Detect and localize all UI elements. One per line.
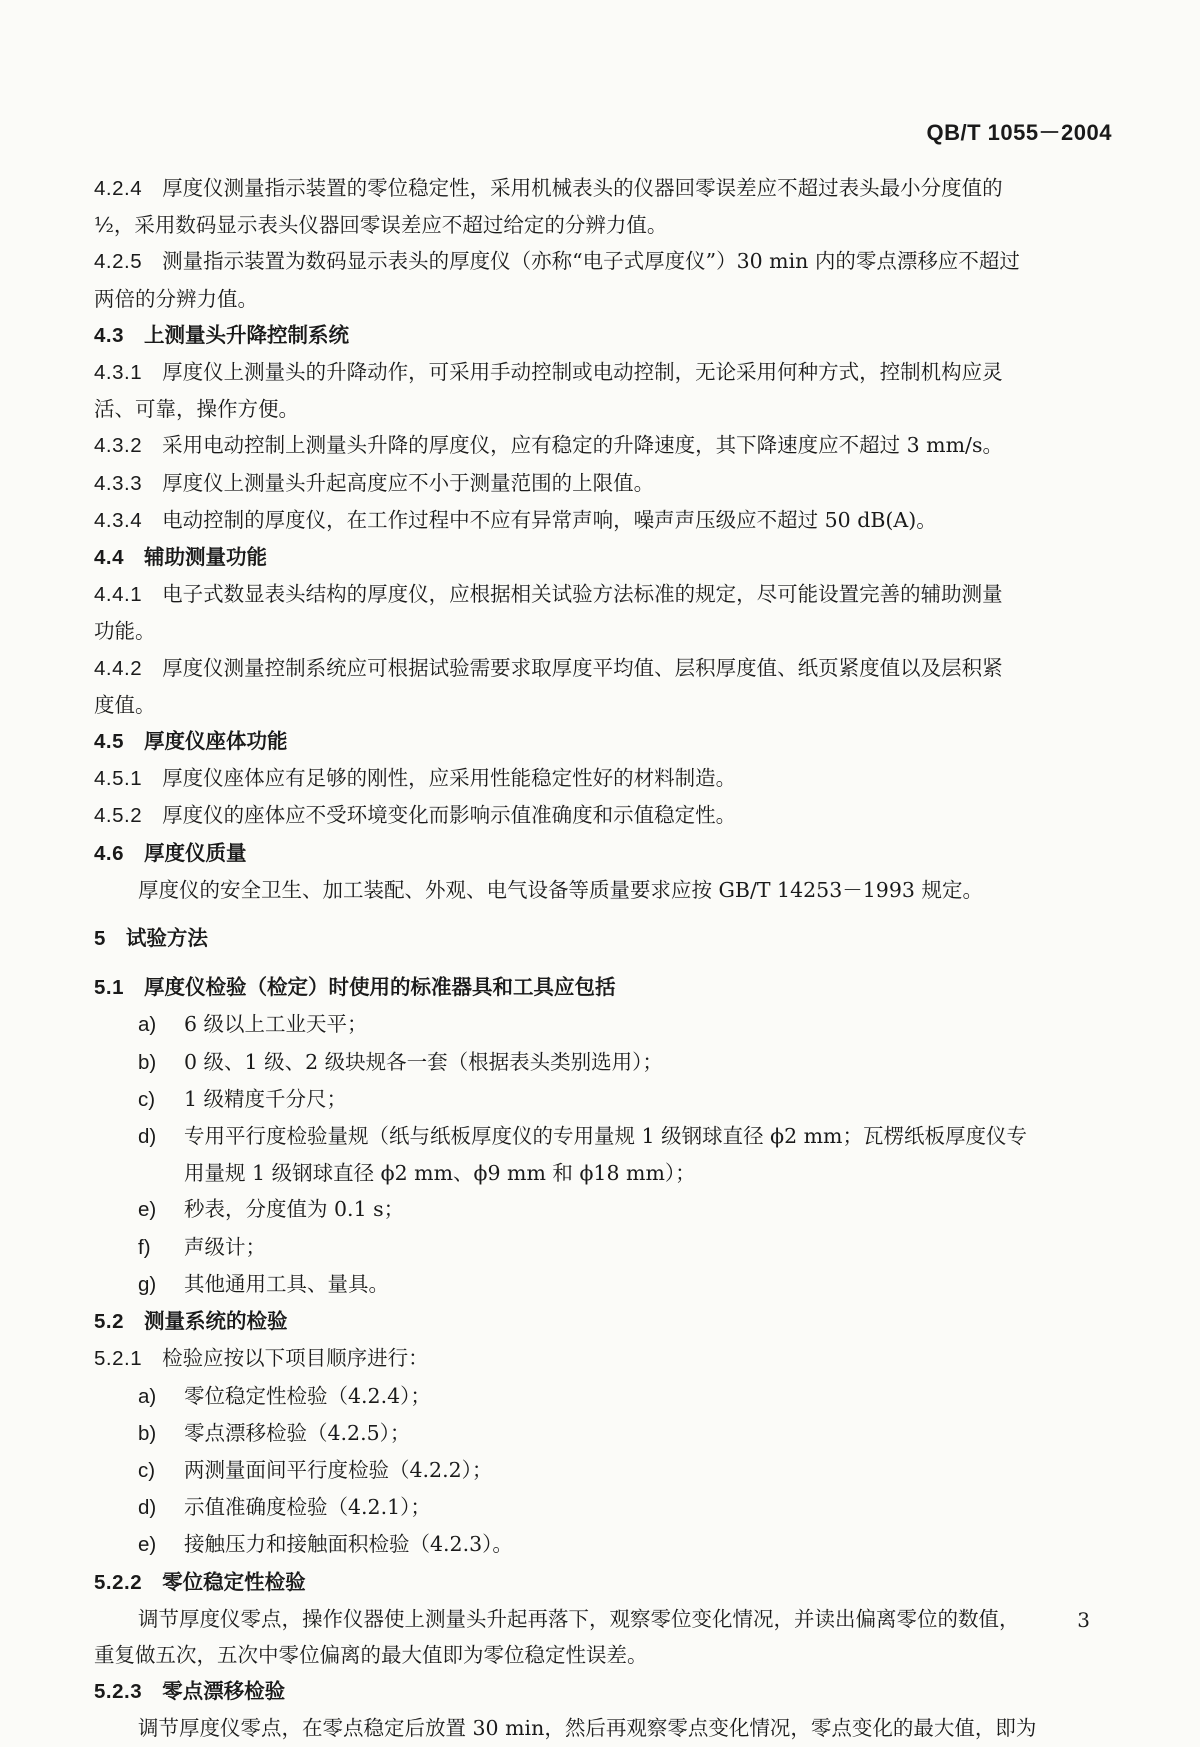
line-text: 电动控制的厚度仪，在工作过程中不应有异常声响，噪声声压级应不超过 50 dB(A)。	[162, 507, 937, 532]
text-line	[94, 1601, 1112, 1637]
text-line	[94, 687, 1112, 723]
line-text: 上测量头升降控制系统	[144, 322, 349, 347]
list-item	[94, 1452, 1112, 1489]
line-text: 厚度仪上测量头的升降动作，可采用手动控制或电动控制，无论采用何种方式，控制机构应灵	[162, 360, 1003, 385]
line-text: 厚度仪上测量头升起高度应不小于测量范围的上限值。	[162, 470, 655, 495]
list-label: f)	[138, 1235, 151, 1259]
clause-number: 5.2	[94, 1310, 124, 1334]
clause-number: 4.4.2	[94, 656, 143, 680]
clause-number: 4.4.1	[94, 583, 143, 607]
line-text: 厚度仪的安全卫生、加工装配、外观、电气设备等质量要求应按 GB/T 14253－1993 规定。	[138, 877, 983, 902]
list-label: b)	[138, 1050, 157, 1074]
line-text: 示值准确度检验（4.2.1）；	[184, 1495, 431, 1520]
text-line	[94, 1340, 1112, 1377]
section-heading	[94, 1303, 1112, 1340]
clause-number: 4.3	[94, 323, 124, 347]
list-label: g)	[138, 1272, 157, 1296]
line-text: 测量系统的检验	[144, 1309, 288, 1334]
text-line	[94, 391, 1112, 427]
section-heading	[94, 539, 1112, 576]
line-text: 功能。	[94, 619, 156, 644]
line-text: 厚度仪测量指示装置的零位稳定性，采用机械表头的仪器回零误差应不超过表头最小分度值的	[162, 176, 1003, 200]
clause-number: 4.2.5	[94, 250, 143, 274]
line-text: 其他通用工具、量具。	[184, 1271, 389, 1296]
text-line	[94, 797, 1112, 834]
list-item	[94, 1229, 1112, 1266]
clause-number: 5.2.1	[94, 1347, 143, 1371]
text-line	[94, 1710, 1112, 1746]
text-line	[94, 760, 1112, 797]
line-text: 活、可靠，操作方便。	[94, 397, 299, 422]
section-heading	[94, 1673, 1112, 1710]
text-line	[94, 207, 1112, 243]
text-line	[94, 613, 1112, 649]
list-item	[94, 1044, 1112, 1081]
text-line	[94, 243, 1112, 280]
line-text: 用量规 1 级钢球直径 ϕ2 mm、ϕ9 mm 和 ϕ18 mm）；	[184, 1161, 696, 1186]
line-text: 声级计；	[184, 1234, 266, 1259]
text-line	[94, 281, 1112, 317]
clause-number: 4.3.3	[94, 471, 143, 495]
line-text: 厚度仪质量	[144, 840, 247, 865]
list-label: a)	[138, 1384, 157, 1408]
list-item	[94, 1378, 1112, 1415]
text-line	[94, 650, 1112, 687]
clause-number: 4.5	[94, 730, 124, 754]
list-item	[94, 1118, 1112, 1155]
line-text: 专用平行度检验量规（纸与纸板厚度仪的专用量规 1 级钢球直径 ϕ2 mm；瓦楞纸板厚度仪专	[184, 1124, 1028, 1149]
clause-number: 4.2.4	[94, 177, 143, 200]
list-label: c)	[138, 1087, 156, 1111]
list-label: e)	[138, 1198, 157, 1222]
list-label: d)	[138, 1496, 157, 1520]
text-line	[94, 576, 1112, 613]
list-label: c)	[138, 1458, 156, 1482]
text-line	[94, 502, 1112, 539]
clause-number: 4.3.1	[94, 361, 143, 385]
clause-number: 5.2.2	[94, 1570, 143, 1594]
line-text: 厚度仪座体功能	[144, 729, 288, 754]
line-text: 辅助测量功能	[144, 545, 267, 570]
section-heading	[94, 723, 1112, 760]
list-label: e)	[138, 1533, 157, 1557]
list-item	[94, 1266, 1112, 1303]
line-text: 电子式数显表头结构的厚度仪，应根据相关试验方法标准的规定，尽可能设置完善的辅助测量	[162, 582, 1003, 607]
text-line	[94, 872, 1112, 908]
text-line	[94, 1155, 1112, 1191]
text-line	[94, 465, 1112, 502]
line-text: 零位稳定性检验（4.2.4）；	[184, 1383, 431, 1408]
list-item	[94, 1489, 1112, 1526]
standard-code: QB/T 1055－2004	[926, 120, 1112, 145]
line-text: 两测量面间平行度检验（4.2.2）；	[184, 1457, 493, 1482]
text-line	[94, 354, 1112, 391]
section-gap	[94, 957, 1112, 969]
list-item	[94, 1526, 1112, 1563]
section-heading	[94, 835, 1112, 872]
list-label: d)	[138, 1125, 157, 1149]
line-text: 调节厚度仪零点，操作仪器使上测量头升起再落下，观察零位变化情况，并读出偏离零位的数值，	[138, 1606, 1020, 1631]
line-text: 0 级、1 级、2 级块规各一套（根据表头类别选用）；	[184, 1049, 663, 1074]
line-text: 度值。	[94, 692, 156, 717]
line-text: 接触压力和接触面积检验（4.2.3）。	[184, 1532, 513, 1557]
section-heading	[94, 969, 1112, 1006]
line-text: 调节厚度仪零点，在零点稳定后放置 30 min，然后再观察零点变化情况，零点变化的最大值，即为	[138, 1716, 1037, 1741]
list-label: b)	[138, 1421, 157, 1445]
line-text: 厚度仪的座体应不受环境变化而影响示值准确度和示值稳定性。	[162, 803, 737, 828]
section-heading	[94, 1564, 1112, 1601]
section-gap	[94, 908, 1112, 920]
clause-number: 4.5.2	[94, 804, 143, 828]
line-text: 6 级以上工业天平；	[184, 1012, 368, 1037]
line-text: 零点漂移检验	[162, 1679, 286, 1704]
text-line	[94, 1637, 1112, 1673]
document-body	[94, 170, 1112, 1747]
clause-number: 4.3.2	[94, 434, 143, 458]
page-number: 3	[1077, 1608, 1090, 1632]
clause-number: 5.2.3	[94, 1680, 143, 1704]
line-text: 采用电动控制上测量头升降的厚度仪，应有稳定的升降速度，其下降速度应不超过 3 mm/s。	[162, 433, 1003, 458]
clause-number: 5	[94, 927, 106, 951]
line-text: ½，采用数码显示表头仪器回零误差应不超过给定的分辨力值。	[94, 213, 668, 238]
text-line	[94, 427, 1112, 464]
line-text: 1 级精度千分尺；	[184, 1086, 348, 1111]
line-text: 厚度仪测量控制系统应可根据试验需要求取厚度平均值、层积厚度值、纸页紧度值以及层积紧	[162, 655, 1003, 680]
line-text: 秒表，分度值为 0.1 s；	[184, 1197, 405, 1222]
list-item	[94, 1081, 1112, 1118]
line-text: 试验方法	[125, 926, 208, 951]
clause-number: 4.4	[94, 546, 124, 570]
line-text: 两倍的分辨力值。	[94, 286, 258, 311]
section-heading	[94, 317, 1112, 354]
section-heading	[94, 920, 1112, 957]
clause-number: 4.6	[94, 841, 124, 865]
line-text: 检验应按以下项目顺序进行：	[162, 1346, 429, 1371]
line-text: 零位稳定性检验	[162, 1569, 306, 1594]
line-text: 重复做五次，五次中零位偏离的最大值即为零位稳定性误差。	[94, 1642, 648, 1667]
list-label: a)	[138, 1013, 157, 1037]
clause-number: 4.3.4	[94, 508, 143, 532]
line-text: 零点漂移检验（4.2.5）；	[184, 1420, 411, 1445]
list-item	[94, 1191, 1112, 1228]
list-item	[94, 1006, 1112, 1043]
list-item	[94, 1415, 1112, 1452]
text-line	[94, 170, 1112, 207]
line-text: 厚度仪检验（检定）时使用的标准器具和工具应包括	[144, 975, 616, 1000]
line-text: 测量指示装置为数码显示表头的厚度仪（亦称“电子式厚度仪”）30 min 内的零点漂移应不超过	[162, 249, 1020, 274]
line-text: 厚度仪座体应有足够的刚性，应采用性能稳定性好的材料制造。	[162, 766, 737, 791]
clause-number: 4.5.1	[94, 767, 143, 791]
clause-number: 5.1	[94, 976, 124, 1000]
